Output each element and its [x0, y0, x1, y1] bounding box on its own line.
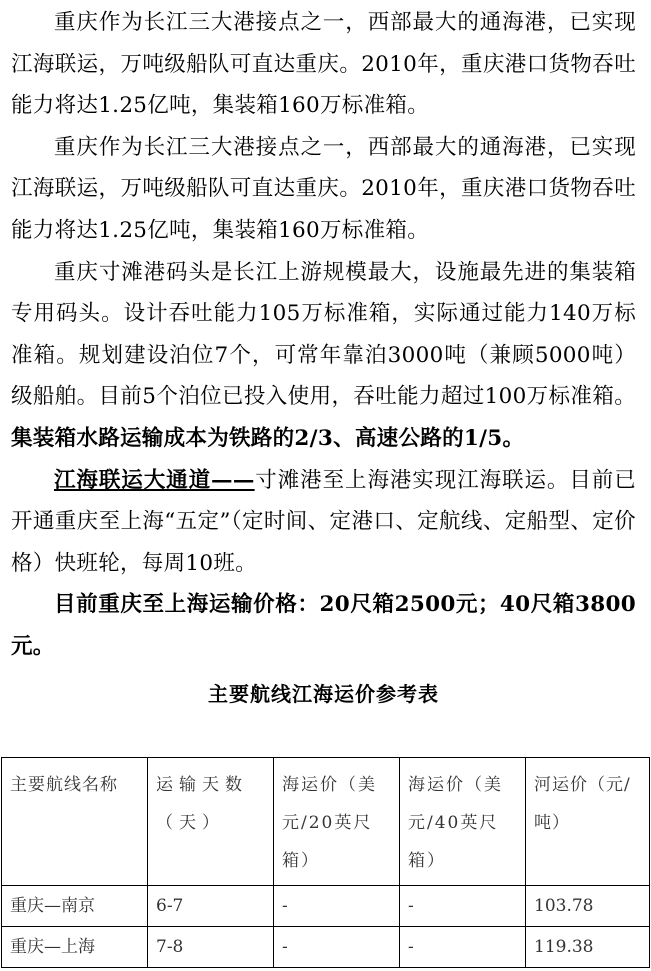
- cell-sea-20ft: -: [274, 927, 400, 968]
- table-row: [2, 927, 650, 968]
- rates-table: [1, 757, 650, 968]
- paragraph-4-heading: 江海联运大通道——: [54, 467, 255, 493]
- header-days: 运输天数（天）: [148, 758, 274, 886]
- cell-days: 6-7: [148, 886, 274, 927]
- paragraph-3-text: 重庆寸滩港码头是长江上游规模最大，设施最先进的集装箱专用码头。设计吞吐能力105万标准箱，实际通过能力140万标准箱。规划建设泊位7个，可常年靠泊3000吨（兼顾5000吨）级船舶。目前5个泊位已投入使用，吞吐能力超过100万标准箱。: [11, 259, 636, 410]
- table-row: [2, 886, 650, 927]
- paragraph-4-text: 寸滩港至上海港实现江海联运。目前已开通重庆至上海“五定”（定时间、定港口、定航线、定船型、定价格）快班轮，每周10班。: [11, 467, 637, 576]
- paragraph-1: 重庆作为长江三大港接点之一，西部最大的通海港，已实现江海联运，万吨级船队可直达重庆。2010年，重庆港口货物吞吐能力将达1.25亿吨，集装箱160万标准箱。: [11, 10, 636, 119]
- cell-river: 103.78: [526, 886, 650, 927]
- header-sea-20ft: 海运价（美元/20英尺箱）: [274, 758, 400, 886]
- header-sea-40ft: 海运价（美元/40英尺箱）: [400, 758, 526, 886]
- cell-route: 重庆—上海: [2, 927, 148, 968]
- header-river: 河运价（元/吨）: [526, 758, 650, 886]
- cell-days: 7-8: [148, 927, 274, 968]
- table-title: 主要航线江海运价参考表: [208, 681, 439, 706]
- header-route: 主要航线名称: [2, 758, 148, 886]
- cell-route: 重庆—南京: [2, 886, 148, 927]
- paragraph-4: [11, 460, 636, 585]
- document-page: [11, 0, 636, 712]
- cell-sea-40ft: -: [400, 886, 526, 927]
- cell-river: 119.38: [526, 927, 650, 968]
- paragraph-5: 目前重庆至上海运输价格：20尺箱2500元；40尺箱3800元。: [11, 592, 636, 659]
- cell-sea-20ft: -: [274, 886, 400, 927]
- paragraph-3-bold-text: 集装箱水路运输成本为铁路的2/3、高速公路的1/5。: [11, 425, 525, 451]
- paragraph-2: 重庆作为长江三大港接点之一，西部最大的通海港，已实现江海联运，万吨级船队可直达重庆。2010年，重庆港口货物吞吐能力将达1.25亿吨，集装箱160万标准箱。: [11, 134, 636, 243]
- paragraph-3: [11, 252, 636, 460]
- cell-sea-40ft: -: [400, 927, 526, 968]
- table-header-row: [2, 758, 650, 886]
